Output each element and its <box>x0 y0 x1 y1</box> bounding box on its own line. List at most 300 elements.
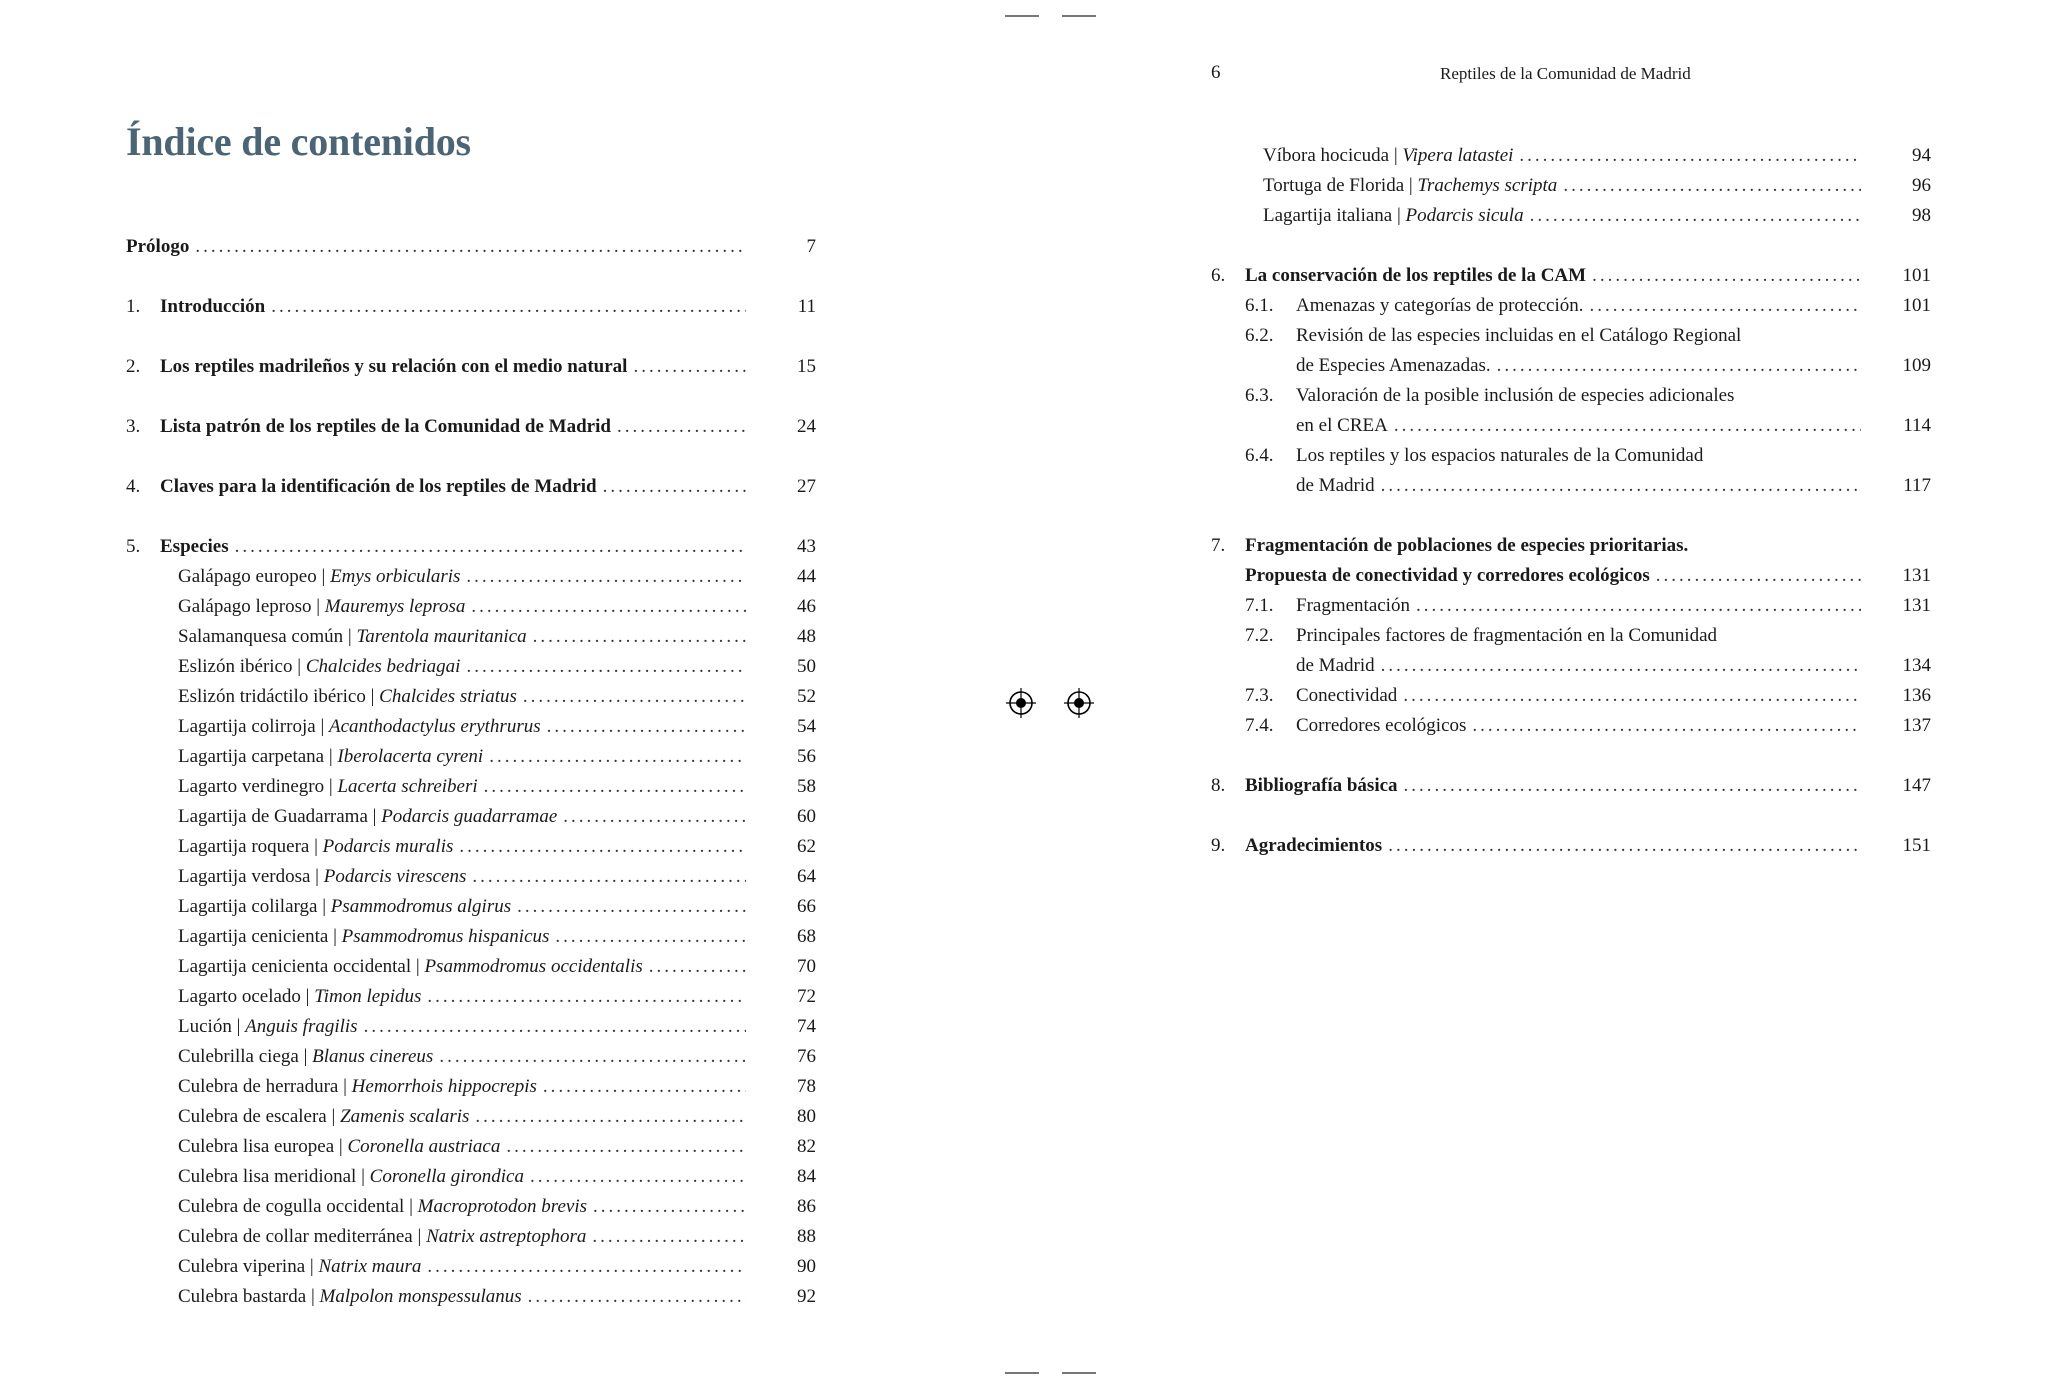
toc-entry-8[interactable] <box>1211 771 1931 801</box>
toc-entry-title: Agradecimientos <box>1245 835 1383 856</box>
species-name <box>178 982 421 1012</box>
species-name <box>1263 171 1557 201</box>
toc-entry-title: Los reptiles madrileños y su relación con el medio natural <box>160 356 628 377</box>
species-name <box>178 832 453 862</box>
toc-entry-title: Corredores ecológicos <box>1296 715 1467 736</box>
species-common-name: Víbora hocicuda <box>1263 145 1390 166</box>
toc-page-number: 94 <box>1912 145 1931 166</box>
crop-mark <box>1005 1372 1039 1374</box>
species-scientific-name: Chalcides striatus <box>379 686 517 707</box>
species-name <box>178 742 483 772</box>
toc-entry-number: 7. <box>1211 535 1226 556</box>
species-scientific-name: Psammodromus occidentalis <box>424 956 643 977</box>
species-separator: | <box>300 986 315 1007</box>
species-entry-22[interactable] <box>126 1222 816 1252</box>
toc-page-number: 88 <box>797 1226 816 1247</box>
species-separator: | <box>1404 175 1418 196</box>
dot-leader <box>506 1132 746 1162</box>
species-scientific-name: Lacerta schreiberi <box>337 776 478 797</box>
dot-leader <box>1388 831 1861 861</box>
toc-page-number: 43 <box>797 536 816 557</box>
species-common-name: Eslizón tridáctilo ibérico <box>178 686 366 707</box>
toc-entry-5[interactable] <box>126 532 816 562</box>
species-scientific-name: Timon lepidus <box>314 986 422 1007</box>
species-separator: | <box>412 1226 427 1247</box>
toc-subentry-6-2-cont[interactable] <box>1211 351 1931 381</box>
species-scientific-name: Coronella austriaca <box>347 1136 501 1157</box>
species-common-name: Culebra viperina <box>178 1256 306 1277</box>
species-name <box>178 1072 537 1102</box>
toc-page-number: 46 <box>797 596 816 617</box>
species-entry-10[interactable] <box>126 862 816 892</box>
toc-page-number: 137 <box>1902 715 1931 736</box>
toc-subentry-6-3[interactable] <box>1211 381 1931 411</box>
species-separator: | <box>310 866 324 887</box>
species-separator: | <box>328 926 342 947</box>
species-common-name: Culebra de collar mediterránea <box>178 1226 413 1247</box>
toc-page-number: 84 <box>797 1166 816 1187</box>
species-scientific-name: Macroprotodon brevis <box>417 1196 588 1217</box>
toc-entry-title: Lista patrón de los reptiles de la Comunidad de Madrid <box>160 416 611 437</box>
toc-entry-number: 7.2. <box>1245 625 1274 646</box>
species-entry-14[interactable] <box>126 982 816 1012</box>
species-name <box>178 592 465 622</box>
species-separator: | <box>298 1046 313 1067</box>
species-entry-5[interactable] <box>126 712 816 742</box>
dot-leader <box>472 862 746 892</box>
species-common-name: Culebra de cogulla occidental <box>178 1196 405 1217</box>
toc-entry-number: 6.3. <box>1245 385 1274 406</box>
toc-page-number: 98 <box>1912 205 1931 226</box>
species-list-continued <box>1211 141 1931 231</box>
species-common-name: Galápago leproso <box>178 596 312 617</box>
dot-leader <box>1592 261 1861 291</box>
species-separator: | <box>338 1076 352 1097</box>
toc-entry-number: 7.1. <box>1245 595 1274 616</box>
dot-leader <box>271 292 746 322</box>
species-separator: | <box>309 836 323 857</box>
species-common-name: Lagarto ocelado <box>178 986 301 1007</box>
toc-entry-title: en el CREA <box>1296 415 1388 436</box>
species-name <box>178 802 557 832</box>
species-scientific-name: Acanthodactylus erythrurus <box>329 716 541 737</box>
species-common-name: Lagartija colirroja <box>178 716 316 737</box>
species-entry-8[interactable] <box>126 802 816 832</box>
dot-leader <box>592 1222 746 1252</box>
dot-leader <box>466 562 746 592</box>
species-name <box>178 712 541 742</box>
species-entry-11[interactable] <box>126 892 816 922</box>
toc-subentry-7-3[interactable] <box>1211 681 1931 711</box>
species-scientific-name: Podarcis muralis <box>322 836 454 857</box>
species-name <box>178 622 527 652</box>
species-name <box>178 1252 421 1282</box>
species-common-name: Lagartija roquera <box>178 836 310 857</box>
toc-entry-title: Bibliografía básica <box>1245 775 1398 796</box>
toc-page-number: 54 <box>797 716 816 737</box>
species-common-name: Salamanquesa común <box>178 626 344 647</box>
species-separator: | <box>317 896 331 917</box>
toc-page-number: 74 <box>797 1016 816 1037</box>
species-common-name: Eslizón ibérico <box>178 656 293 677</box>
toc-entry-title: Amenazas y categorías de protección. <box>1296 295 1584 316</box>
toc-entry-title: Prólogo <box>126 236 190 257</box>
toc-page-number: 136 <box>1902 685 1931 706</box>
toc-entry-1[interactable] <box>126 292 816 322</box>
species-scientific-name: Chalcides bedriagai <box>305 656 461 677</box>
toc-subentry-6-1[interactable] <box>1211 291 1931 321</box>
dot-leader <box>1497 351 1861 381</box>
species-list <box>126 562 816 1312</box>
crop-mark <box>1005 15 1039 17</box>
species-separator: | <box>334 1136 348 1157</box>
toc-subentry-6-4[interactable] <box>1211 441 1931 471</box>
dot-leader <box>1381 471 1861 501</box>
page-folio: 6 <box>1211 62 1221 83</box>
dot-leader <box>489 742 746 772</box>
toc-entry-title: Principales factores de fragmentación en la Comunidad <box>1296 625 1718 646</box>
species-name <box>1263 201 1524 231</box>
dot-leader <box>427 1252 746 1282</box>
species-scientific-name: Mauremys leprosa <box>324 596 466 617</box>
dot-leader <box>617 412 746 442</box>
species-common-name: Lagartija de Guadarrama <box>178 806 368 827</box>
species-scientific-name: Psammodromus algirus <box>330 896 512 917</box>
species-entry-16[interactable] <box>126 1042 816 1072</box>
dot-leader <box>633 352 746 382</box>
toc-page-number: 64 <box>797 866 816 887</box>
species-entry-1[interactable] <box>126 592 816 622</box>
toc-left <box>126 232 816 1312</box>
species-common-name: Culebra de escalera <box>178 1106 327 1127</box>
species-separator: | <box>404 1196 418 1217</box>
species-separator: | <box>411 956 425 977</box>
dot-leader <box>1519 141 1861 171</box>
species-scientific-name: Coronella girondica <box>369 1166 524 1187</box>
toc-subentry-7-1[interactable] <box>1211 591 1931 621</box>
species-scientific-name: Tarentola mauritanica <box>356 626 527 647</box>
toc-page-number: 76 <box>797 1046 816 1067</box>
species-name <box>178 652 460 682</box>
page-title: Índice de contenidos <box>126 119 471 164</box>
dot-leader <box>528 1282 746 1312</box>
crop-mark <box>1062 1372 1096 1374</box>
species-entry-20[interactable] <box>126 1162 816 1192</box>
species-scientific-name: Anguis fragilis <box>245 1016 358 1037</box>
dot-leader <box>484 772 746 802</box>
dot-leader <box>459 832 746 862</box>
species-entry-18[interactable] <box>126 1102 816 1132</box>
species-separator: | <box>343 626 357 647</box>
dot-leader <box>533 622 746 652</box>
toc-page-number: 72 <box>797 986 816 1007</box>
toc-entry-2[interactable] <box>126 352 816 382</box>
toc-entry-title: de Madrid <box>1296 655 1375 676</box>
toc-entry-title: Especies <box>160 536 229 557</box>
toc-entry-number: 3. <box>126 416 141 437</box>
species-separator: | <box>1392 205 1406 226</box>
toc-entry-title: de Especies Amenazadas. <box>1296 355 1491 376</box>
toc-entry-title: Introducción <box>160 296 266 317</box>
registration-mark-icon <box>1006 688 1036 718</box>
toc-page-number: 70 <box>797 956 816 977</box>
toc-entry-prologo[interactable] <box>126 232 816 262</box>
toc-page-number: 92 <box>797 1286 816 1307</box>
toc-page-number: 66 <box>797 896 816 917</box>
toc-page-number: 78 <box>797 1076 816 1097</box>
toc-page-number: 101 <box>1902 265 1931 286</box>
species-scientific-name: Emys orbicularis <box>330 566 461 587</box>
toc-page-number: 117 <box>1903 475 1931 496</box>
species-common-name: Lagartija cenicienta occidental <box>178 956 412 977</box>
toc-page-number: 147 <box>1902 775 1931 796</box>
toc-page-number: 52 <box>797 686 816 707</box>
species-entry-21[interactable] <box>126 1192 816 1222</box>
species-name <box>178 1282 522 1312</box>
toc-page-number: 56 <box>797 746 816 767</box>
toc-page-number: 131 <box>1902 595 1931 616</box>
species-separator: | <box>292 656 306 677</box>
toc-entry-number: 5. <box>126 536 141 557</box>
species-scientific-name: Iberolacerta cyreni <box>337 746 484 767</box>
toc-page-number: 27 <box>797 476 816 497</box>
running-header: Reptiles de la Comunidad de Madrid <box>1440 64 1691 83</box>
toc-entry-number: 6.4. <box>1245 445 1274 466</box>
dot-leader <box>543 1072 746 1102</box>
species-scientific-name: Podarcis virescens <box>323 866 467 887</box>
toc-entry-number: 6.2. <box>1245 325 1274 346</box>
dot-leader <box>427 982 746 1012</box>
species-name <box>178 1162 524 1192</box>
species-entry-9[interactable] <box>126 832 816 862</box>
species-separator: | <box>1389 145 1403 166</box>
species-entry-4[interactable] <box>126 682 816 712</box>
species-name <box>178 682 517 712</box>
species-entry-cont-1[interactable] <box>1211 171 1931 201</box>
toc-subentry-6-3-cont[interactable] <box>1211 411 1931 441</box>
toc-subentry-7-2-cont[interactable] <box>1211 651 1931 681</box>
species-common-name: Culebra lisa meridional <box>178 1166 357 1187</box>
species-scientific-name: Natrix maura <box>318 1256 422 1277</box>
species-common-name: Lagartija verdosa <box>178 866 311 887</box>
toc-entry-number: 6.1. <box>1245 295 1274 316</box>
dot-leader <box>523 682 746 712</box>
species-name <box>178 1222 586 1252</box>
species-separator: | <box>306 1286 320 1307</box>
species-entry-23[interactable] <box>126 1252 816 1282</box>
species-scientific-name: Hemorrhois hippocrepis <box>351 1076 537 1097</box>
toc-entry-number: 1. <box>126 296 141 317</box>
species-entry-7[interactable] <box>126 772 816 802</box>
dot-leader <box>1530 201 1861 231</box>
dot-leader <box>547 712 746 742</box>
right-page <box>1020 0 2048 1386</box>
toc-page-number: 62 <box>797 836 816 857</box>
species-entry-2[interactable] <box>126 622 816 652</box>
species-entry-6[interactable] <box>126 742 816 772</box>
species-name <box>178 922 549 952</box>
dot-leader <box>439 1042 746 1072</box>
dot-leader <box>593 1192 746 1222</box>
dot-leader <box>1590 291 1861 321</box>
dot-leader <box>1656 561 1861 591</box>
toc-entry-7[interactable] <box>1211 531 1931 561</box>
species-separator: | <box>356 1166 370 1187</box>
dot-leader <box>1381 651 1861 681</box>
toc-entry-title: Fragmentación de poblaciones de especies prioritarias. <box>1245 535 1689 556</box>
dot-leader <box>603 472 746 502</box>
dot-leader <box>563 802 746 832</box>
species-scientific-name: Podarcis guadarramae <box>381 806 558 827</box>
dot-leader <box>466 652 746 682</box>
species-separator: | <box>324 776 338 797</box>
species-scientific-name: Natrix astreptophora <box>426 1226 587 1247</box>
toc-entry-title: Revisión de las especies incluidas en el Catálogo Regional <box>1296 325 1742 346</box>
toc-subentry-7-2[interactable] <box>1211 621 1931 651</box>
toc-entry-9[interactable] <box>1211 831 1931 861</box>
toc-page-number: 109 <box>1902 355 1931 376</box>
crop-mark <box>1062 15 1096 17</box>
toc-page-number: 44 <box>797 566 816 587</box>
species-name <box>178 1132 500 1162</box>
toc-entry-title: La conservación de los reptiles de la CAM <box>1245 265 1587 286</box>
species-name <box>178 1012 358 1042</box>
species-separator: | <box>305 1256 319 1277</box>
species-name <box>1263 141 1513 171</box>
species-name <box>178 562 460 592</box>
species-entry-17[interactable] <box>126 1072 816 1102</box>
dot-leader <box>555 922 746 952</box>
species-name <box>178 892 511 922</box>
left-page <box>0 0 1020 1386</box>
species-name <box>178 1192 587 1222</box>
toc-page-number: 101 <box>1902 295 1931 316</box>
toc-page-number: 7 <box>806 236 816 257</box>
toc-page-number: 15 <box>797 356 816 377</box>
toc-entry-title: Claves para la identificación de los reptiles de Madrid <box>160 476 597 497</box>
species-name <box>178 862 466 892</box>
species-separator: | <box>365 686 380 707</box>
toc-entry-3[interactable] <box>126 412 816 442</box>
toc-page-number: 50 <box>797 656 816 677</box>
species-entry-15[interactable] <box>126 1012 816 1042</box>
dot-leader <box>471 592 746 622</box>
species-scientific-name: Vipera latastei <box>1402 145 1514 166</box>
species-separator: | <box>311 596 325 617</box>
species-separator: | <box>231 1016 246 1037</box>
toc-entry-number: 4. <box>126 476 141 497</box>
species-scientific-name: Psammodromus hispanicus <box>341 926 550 947</box>
toc-page-number: 134 <box>1902 655 1931 676</box>
toc-page-number: 24 <box>797 416 816 437</box>
species-common-name: Lución <box>178 1016 232 1037</box>
dot-leader <box>1404 771 1861 801</box>
species-name <box>178 772 478 802</box>
toc-entry-7-cont[interactable] <box>1211 561 1931 591</box>
species-separator: | <box>315 716 329 737</box>
species-entry-12[interactable] <box>126 922 816 952</box>
toc-subentry-7-4[interactable] <box>1211 711 1931 741</box>
species-entry-3[interactable] <box>126 652 816 682</box>
species-common-name: Lagartija cenicienta <box>178 926 329 947</box>
dot-leader <box>195 232 746 262</box>
toc-entry-title: Conectividad <box>1296 685 1398 706</box>
species-entry-cont-0[interactable] <box>1211 141 1931 171</box>
species-common-name: Culebra lisa europea <box>178 1136 335 1157</box>
species-separator: | <box>326 1106 341 1127</box>
species-entry-24[interactable] <box>126 1282 816 1312</box>
toc-entry-title: Los reptiles y los espacios naturales de la Comunidad <box>1296 445 1704 466</box>
species-common-name: Lagartija carpetana <box>178 746 325 767</box>
dot-leader <box>475 1102 746 1132</box>
toc-page-number: 60 <box>797 806 816 827</box>
dot-leader <box>1403 681 1861 711</box>
toc-entry-number: 2. <box>126 356 141 377</box>
registration-mark-icon <box>1064 688 1094 718</box>
toc-entry-number: 7.4. <box>1245 715 1274 736</box>
species-name <box>178 952 643 982</box>
species-common-name: Culebra de herradura <box>178 1076 339 1097</box>
toc-entry-6[interactable] <box>1211 261 1931 291</box>
species-common-name: Tortuga de Florida <box>1263 175 1405 196</box>
dot-leader <box>235 532 746 562</box>
species-name <box>178 1042 433 1072</box>
toc-page-number: 58 <box>797 776 816 797</box>
toc-entry-number: 6. <box>1211 265 1226 286</box>
toc-page-number: 80 <box>797 1106 816 1127</box>
species-common-name: Lagartija italiana <box>1263 205 1393 226</box>
toc-entry-number: 8. <box>1211 775 1226 796</box>
toc-subentry-6-2[interactable] <box>1211 321 1931 351</box>
toc-page-number: 90 <box>797 1256 816 1277</box>
species-scientific-name: Malpolon monspessulanus <box>319 1286 522 1307</box>
toc-entry-number: 7.3. <box>1245 685 1274 706</box>
toc-page-number: 48 <box>797 626 816 647</box>
species-separator: | <box>367 806 382 827</box>
toc-subentry-6-4-cont[interactable] <box>1211 471 1931 501</box>
toc-page-number: 114 <box>1903 415 1931 436</box>
toc-entry-number: 9. <box>1211 835 1226 856</box>
species-scientific-name: Podarcis sicula <box>1405 205 1524 226</box>
dot-leader <box>1394 411 1861 441</box>
toc-page-number: 82 <box>797 1136 816 1157</box>
species-scientific-name: Zamenis scalaris <box>340 1106 470 1127</box>
dot-leader <box>530 1162 746 1192</box>
species-entry-13[interactable] <box>126 952 816 982</box>
species-name <box>178 1102 469 1132</box>
toc-page-number: 96 <box>1912 175 1931 196</box>
toc-entry-title: Propuesta de conectividad y corredores ecológicos <box>1245 565 1650 586</box>
species-scientific-name: Blanus cinereus <box>312 1046 434 1067</box>
species-common-name: Culebra bastarda <box>178 1286 307 1307</box>
toc-right <box>1211 141 1931 861</box>
species-separator: | <box>316 566 331 587</box>
species-common-name: Lagartija colilarga <box>178 896 318 917</box>
toc-page-number: 131 <box>1902 565 1931 586</box>
dot-leader <box>649 952 746 982</box>
species-entry-19[interactable] <box>126 1132 816 1162</box>
species-common-name: Culebrilla ciega <box>178 1046 299 1067</box>
species-common-name: Galápago europeo <box>178 566 317 587</box>
species-scientific-name: Trachemys scripta <box>1417 175 1558 196</box>
toc-entry-4[interactable] <box>126 472 816 502</box>
dot-leader <box>1416 591 1861 621</box>
species-entry-0[interactable] <box>126 562 816 592</box>
toc-page-number: 151 <box>1902 835 1931 856</box>
dot-leader <box>1563 171 1861 201</box>
species-entry-cont-2[interactable] <box>1211 201 1931 231</box>
species-separator: | <box>324 746 338 767</box>
